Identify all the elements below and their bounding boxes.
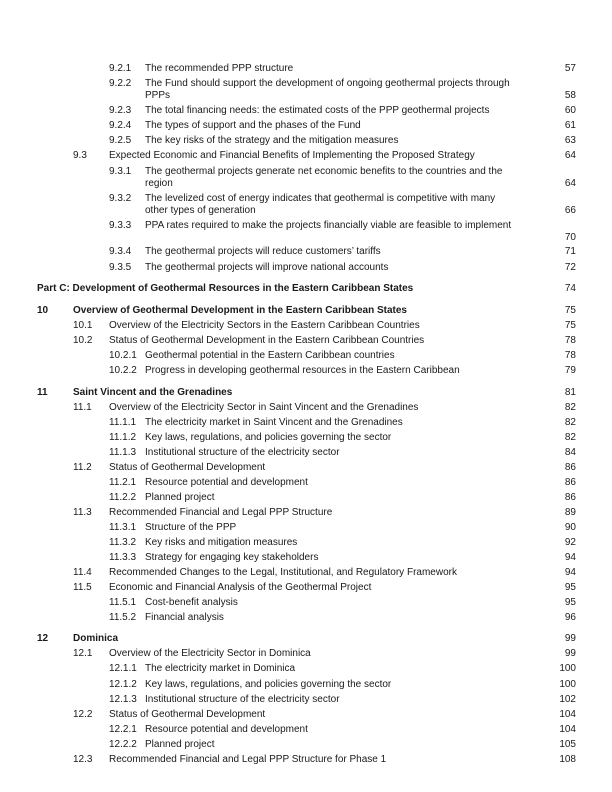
entry-number: 11 — [37, 387, 48, 398]
entry-page: 75 — [564, 320, 576, 331]
entry-number: 10.2.2 — [109, 365, 137, 376]
entry-title: Strategy for engaging key stakeholders — [145, 552, 319, 563]
entry-number: 9.3.2 — [109, 193, 132, 204]
entry-title: Progress in developing geothermal resources in the Eastern Caribbean — [145, 365, 460, 376]
entry-title: Overview of Geothermal Development in the Eastern Caribbean States — [73, 305, 407, 316]
entry-page: 100 — [559, 663, 576, 674]
entry-title: Planned project — [145, 739, 215, 750]
entry-number: 12.2 — [73, 709, 93, 720]
entry-page: 78 — [564, 335, 576, 346]
entry-title: Dominica — [73, 633, 119, 644]
entry-page: 57 — [564, 63, 576, 74]
entry-number: 9.3.1 — [109, 166, 132, 177]
entry-title: Overview of the Electricity Sector in Saint Vincent and the Grenadines — [109, 402, 419, 413]
entry-number: 12 — [37, 633, 49, 644]
entry-number: 9.3 — [73, 150, 87, 161]
entry-number: 11.3.3 — [109, 552, 137, 563]
entry-page: 81 — [564, 387, 576, 398]
entry-title: The electricity market in Saint Vincent and the Grenadines — [145, 417, 403, 428]
entry-number: 11.5.2 — [109, 612, 137, 623]
entry-number: 11.4 — [73, 567, 92, 578]
entry-page: 60 — [564, 105, 576, 116]
entry-page: 82 — [564, 432, 576, 443]
entry-title: The types of support and the phases of the Fund — [145, 120, 361, 131]
entry-page: 100 — [559, 679, 576, 690]
entry-page: 64 — [564, 150, 576, 161]
entry-title: The levelized cost of energy indicates that geothermal is competitive with many other types of generation — [145, 193, 496, 216]
entry-page: 95 — [564, 597, 576, 608]
entry-page: 58 — [564, 90, 576, 101]
entry-title: Institutional structure of the electricity sector — [145, 694, 340, 705]
entry-page: 71 — [564, 246, 576, 257]
entry-title: The geothermal projects will improve national accounts — [145, 262, 389, 273]
entry-number: 12.1.3 — [109, 694, 137, 705]
entry-number: 11.5.1 — [109, 597, 137, 608]
entry-title: Status of Geothermal Development — [109, 462, 266, 473]
entry-page: 86 — [564, 492, 576, 503]
entry-number: 10.2 — [73, 335, 93, 346]
entry-number: 11.3 — [73, 507, 92, 518]
entry-number: 11.5 — [73, 582, 92, 593]
entry-page: 96 — [564, 612, 576, 623]
entry-title: Planned project — [145, 492, 215, 503]
entry-page: 94 — [564, 567, 576, 578]
entry-page: 61 — [564, 120, 576, 131]
entry-title: Resource potential and development — [145, 477, 308, 488]
entry-page: 74 — [564, 283, 576, 294]
entry-page: 72 — [564, 262, 576, 273]
entry-title: Structure of the PPP — [145, 522, 237, 533]
entry-number: 11.3.2 — [109, 537, 137, 548]
entry-title: Recommended Financial and Legal PPP Structure for Phase 1 — [109, 754, 387, 765]
entry-title: The total financing needs: the estimated costs of the PPP geothermal projects — [145, 105, 490, 116]
entry-title: Geothermal potential in the Eastern Caribbean countries — [145, 350, 395, 361]
entry-page: 95 — [564, 582, 576, 593]
entry-page: 105 — [559, 739, 576, 750]
entry-title: Status of Geothermal Development in the Eastern Caribbean Countries — [109, 335, 425, 346]
entry-number: 10 — [37, 305, 49, 316]
entry-page: 108 — [559, 754, 576, 765]
entry-number: 9.2.1 — [109, 63, 132, 74]
entry-number: 11.1.1 — [109, 417, 137, 428]
entry-page: 64 — [564, 178, 576, 189]
entry-number: 11.1.2 — [109, 432, 137, 443]
entry-number: 11.2.1 — [109, 477, 137, 488]
entry-page: 75 — [564, 305, 576, 316]
entry-title: The geothermal projects generate net economic benefits to the countries and the region — [145, 166, 503, 189]
entry-title: Key risks and mitigation measures — [145, 537, 298, 548]
entry-page: 82 — [564, 417, 576, 428]
entry-number: 11.1.3 — [109, 447, 137, 458]
entry-page: 104 — [559, 724, 576, 735]
entry-page: 70 — [564, 232, 576, 243]
entry-number: 11.3.1 — [109, 522, 137, 533]
entry-page: 92 — [564, 537, 576, 548]
entry-number: 11.2 — [73, 462, 92, 473]
entry-number: 10.1 — [73, 320, 93, 331]
entry-number: 12.2.2 — [109, 739, 137, 750]
entry-page: 86 — [564, 477, 576, 488]
entry-title: The electricity market in Dominica — [145, 663, 296, 674]
entry-title: Expected Economic and Financial Benefits of Implementing the Proposed Strategy — [109, 150, 475, 161]
entry-page: 104 — [559, 709, 576, 720]
entry-title: Institutional structure of the electricity sector — [145, 447, 340, 458]
entry-number: 9.3.3 — [109, 220, 132, 231]
entry-page: 102 — [559, 694, 576, 705]
entry-page: 82 — [564, 402, 576, 413]
entry-page: 78 — [564, 350, 576, 361]
entry-title: Overview of the Electricity Sectors in the Eastern Caribbean Countries — [109, 320, 420, 331]
entry-number: 12.2.1 — [109, 724, 137, 735]
entry-title: Recommended Changes to the Legal, Institutional, and Regulatory Framework — [109, 567, 457, 578]
entry-page: 66 — [564, 205, 576, 216]
entry-number: 9.2.3 — [109, 105, 132, 116]
entry-page: 63 — [564, 135, 576, 146]
entry-page: 90 — [564, 522, 576, 533]
entry-number: 9.2.2 — [109, 78, 132, 89]
entry-number: 12.3 — [73, 754, 93, 765]
entry-title: Recommended Financial and Legal PPP Structure — [109, 507, 333, 518]
entry-title: Key laws, regulations, and policies governing the sector — [145, 432, 392, 443]
entry-title: The recommended PPP structure — [145, 63, 294, 74]
entry-number: 9.2.4 — [109, 120, 132, 131]
entry-number: 9.3.5 — [109, 262, 132, 273]
entry-number: 10.2.1 — [109, 350, 137, 361]
entry-page: 79 — [564, 365, 576, 376]
entry-title: Resource potential and development — [145, 724, 308, 735]
entry-title: Overview of the Electricity Sector in Dominica — [109, 648, 311, 659]
entry-title: The geothermal projects will reduce customers’ tariffs — [145, 246, 381, 257]
entry-number: 11.1 — [73, 402, 92, 413]
entry-title: Status of Geothermal Development — [109, 709, 266, 720]
entry-title: PPA rates required to make the projects financially viable are feasible to implement — [145, 220, 512, 231]
entry-title: Key laws, regulations, and policies governing the sector — [145, 679, 392, 690]
entry-page: 99 — [564, 633, 576, 644]
entry-title: Economic and Financial Analysis of the Geothermal Project — [109, 582, 372, 593]
entry-page: 99 — [564, 648, 576, 659]
entry-number: 12.1 — [73, 648, 93, 659]
entry-number: 11.2.2 — [109, 492, 137, 503]
entry-title: Financial analysis — [145, 612, 224, 623]
entry-number: 9.3.4 — [109, 246, 132, 257]
entry-page: 84 — [564, 447, 576, 458]
entry-number: 12.1.1 — [109, 663, 137, 674]
entry-page: 94 — [564, 552, 576, 563]
part-title: Part C: Development of Geothermal Resources in the Eastern Caribbean States — [37, 283, 414, 294]
entry-number: 9.2.5 — [109, 135, 132, 146]
entry-title: The Fund should support the development of ongoing geothermal projects through PPPs — [145, 78, 510, 101]
entry-title: The key risks of the strategy and the mitigation measures — [145, 135, 399, 146]
entry-title: Cost-benefit analysis — [145, 597, 238, 608]
entry-page: 89 — [564, 507, 576, 518]
entry-title: Saint Vincent and the Grenadines — [73, 387, 233, 398]
entry-number: 12.1.2 — [109, 679, 137, 690]
entry-page: 86 — [564, 462, 576, 473]
